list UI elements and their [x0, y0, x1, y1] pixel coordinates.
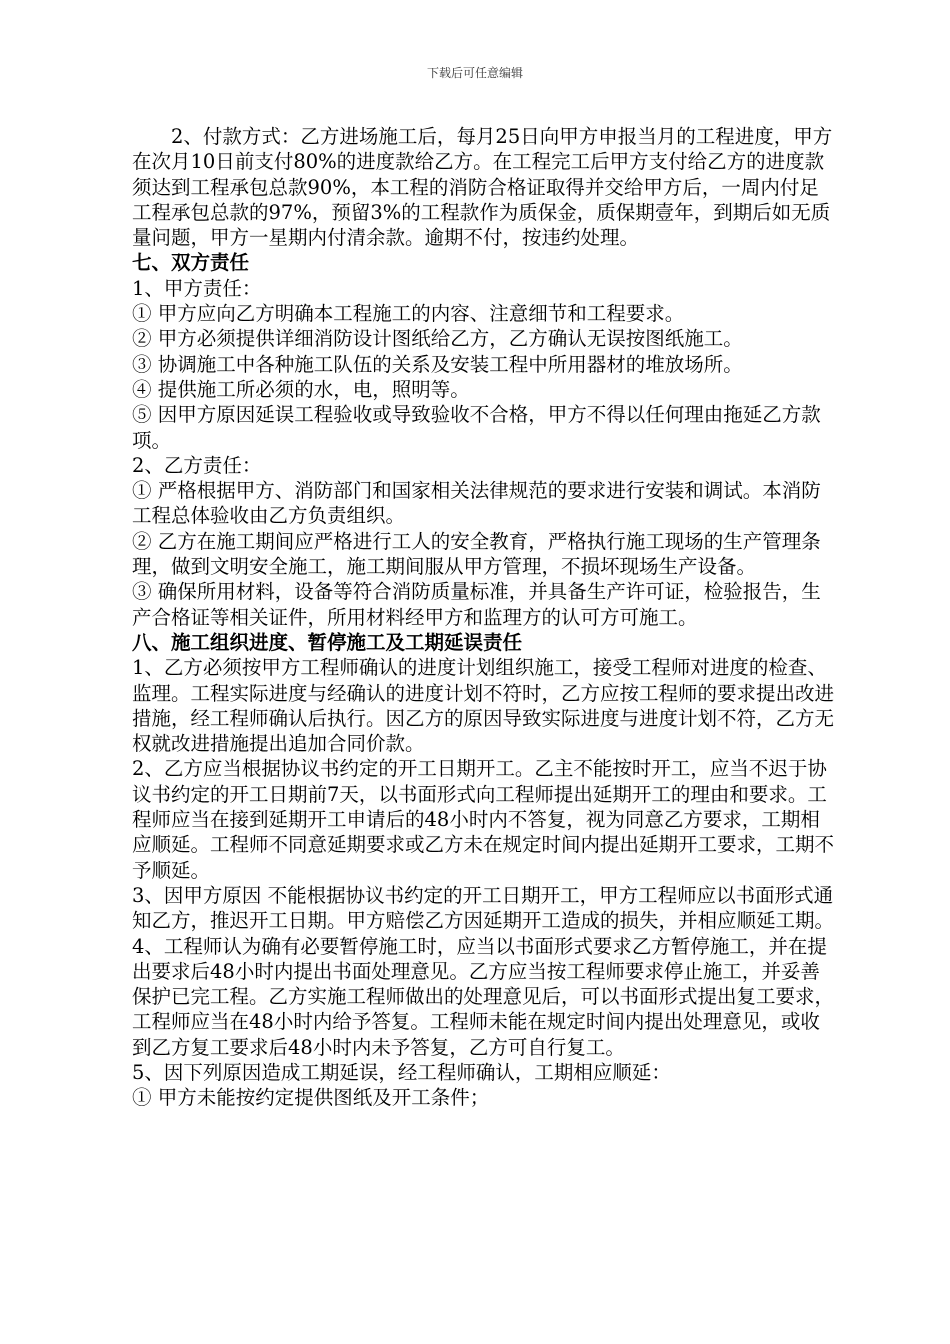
- subsection-party-b: 2、乙方责任：: [132, 453, 262, 477]
- list-item: ① 严格根据甲方、消防部门和国家相关法律规范的要求进行安装和调试。本消防工程总体验收由乙方负责组织。: [132, 479, 821, 528]
- section-heading-7: 七、双方责任: [132, 251, 250, 275]
- paragraph: 1、乙方必须按甲方工程师确认的进度计划组织施工，接受工程师对进度的检查、监理。工程实际进度与经确认的进度计划不符时，乙方应按工程师的要求提出改进措施，经工程师确认后执行。因乙方的原因导致实际进度与进度计划不符，乙方无权就改进措施提出追加合同价款。: [132, 656, 835, 756]
- paragraph: 2、乙方应当根据协议书约定的开工日期开工。乙主不能按时开工，应当不迟于协议书约定的开工日期前7天，以书面形式向工程师提出延期开工的理由和要求。工程师应当在接到延期开工申请后的48小时内不答复，视为同意乙方要求，工期相应顺延。工程师不同意延期要求或乙方未在规定时间内提出延期开工要求，工期不予顺延。: [132, 757, 835, 882]
- paragraph: 4、工程师认为确有必要暂停施工时，应当以书面形式要求乙方暂停施工，并在提出要求后48小时内提出书面处理意见。乙方应当按工程师要求停止施工，并妥善保护已完工程。乙方实施工程师做出的处理意见后，可以书面形式提出复工要求，工程师应当在48小时内给予答复。工程师未能在规定时间内提出处理意见，或收到乙方复工要求后48小时内未予答复，乙方可自行复工。: [132, 934, 835, 1059]
- page-header: 下载后可任意编辑: [426, 66, 523, 80]
- section-heading-8: 八、施工组织进度、暂停施工及工期延误责任: [132, 630, 523, 654]
- document-body: [132, 124, 836, 1111]
- list-item: ② 乙方在施工期间应严格进行工人的安全教育，严格执行施工现场的生产管理条理，做到文明安全施工，施工期间服从甲方管理，不损坏现场生产设备。: [132, 529, 821, 579]
- paragraph: 5、因下列原因造成工期延误，经工程师确认，工期相应顺延：: [132, 1060, 671, 1084]
- list-item: ① 甲方应向乙方明确本工程施工的内容、注意细节和工程要求。: [132, 302, 685, 326]
- subsection-party-a: 1、甲方责任：: [132, 276, 262, 300]
- paragraph: 3、因甲方原因 不能根据协议书约定的开工日期开工，甲方工程师应以书面形式通知乙方，推迟开工日期。甲方赔偿乙方因延期开工造成的损失，并相应顺延工期。: [132, 883, 835, 933]
- list-item: ③ 确保所用材料，设备等符合消防质量标准，并具备生产许可证，检验报告，生产合格证等相关证件，所用材料经甲方和监理方的认可方可施工。: [132, 580, 821, 629]
- list-item: ⑤ 因甲方原因延误工程验收或导致验收不合格，甲方不得以任何理由拖延乙方款项。: [132, 403, 821, 452]
- list-item: ③ 协调施工中各种施工队伍的关系及安装工程中所用器材的堆放场所。: [132, 352, 743, 376]
- list-item: ① 甲方未能按约定提供图纸及开工条件；: [132, 1086, 490, 1110]
- list-item: ② 甲方必须提供详细消防设计图纸给乙方，乙方确认无误按图纸施工。: [132, 327, 743, 351]
- paragraph-payment-method: 2、付款方式：乙方进场施工后，每月25日向甲方申报当月的工程进度，甲方在次月10日前支付80%的进度款给乙方。在工程完工后甲方支付给乙方的进度款须达到工程承包总款90%，本工程的消防合格证取得并交给甲方后，一周内付足工程承包总款的97%，预留3%的工程款作为质保金，质保期壹年，到期后如无质量问题，甲方一星期内付清余款。逾期不付，按违约处理。: [132, 125, 833, 250]
- list-item: ④ 提供施工所必须的水，电，照明等。: [132, 377, 470, 401]
